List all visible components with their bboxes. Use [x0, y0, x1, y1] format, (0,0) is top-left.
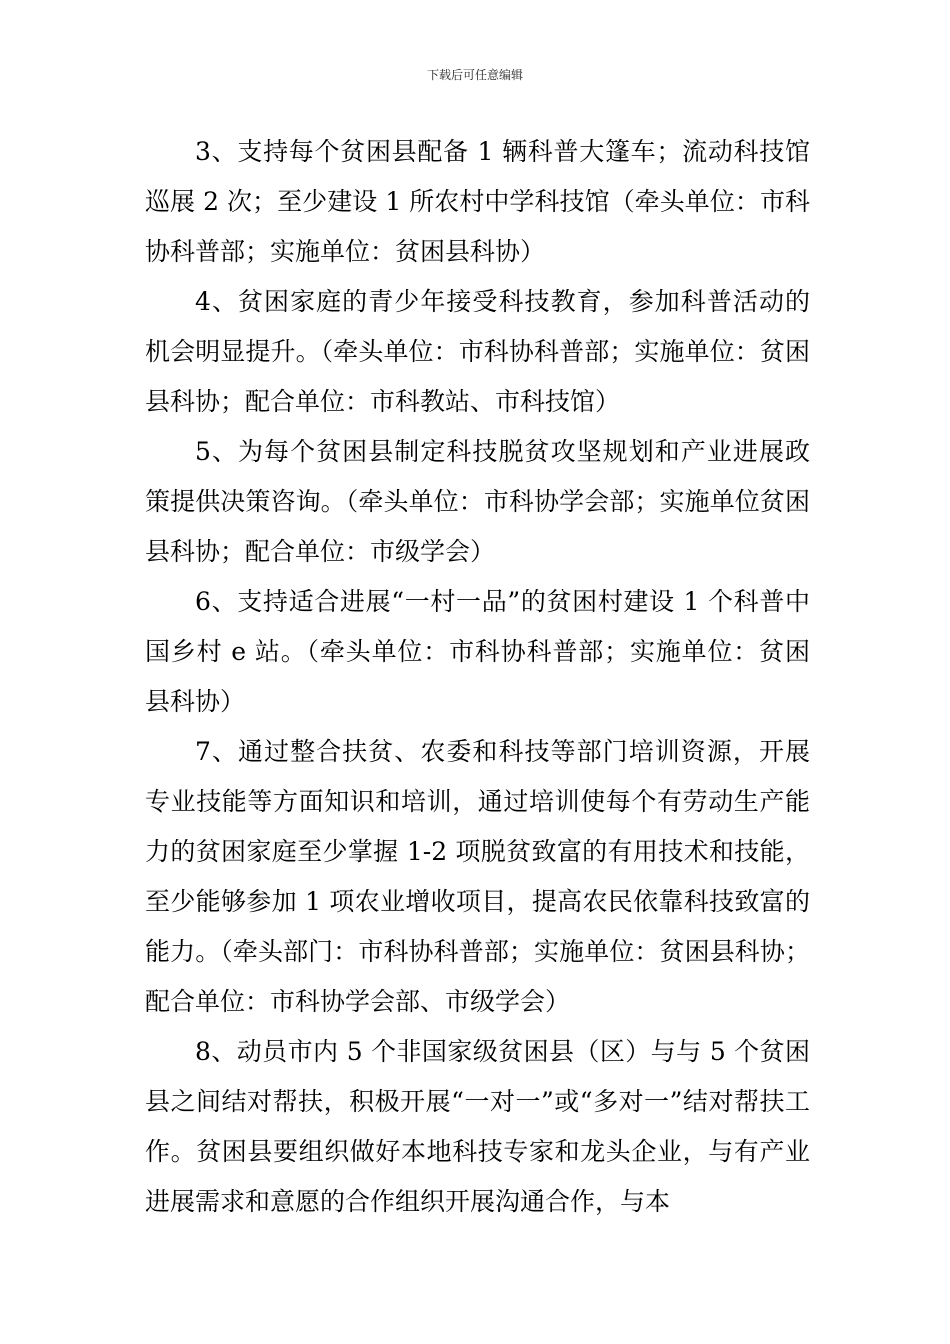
paragraph-item-8: 8、动员市内 5 个非国家级贫困县（区）与与 5 个贫困县之间结对帮扶，积极开展“一对一”或“多对一”结对帮扶工作。贫困县要组织做好本地科技专家和龙头企业，与有产业进展需求和意愿的合作组织开展沟通合作，与本	[145, 1037, 810, 1216]
paragraph-item-4: 4、贫困家庭的青少年接受科技教育，参加科普活动的机会明显提升。（牵头单位：市科协科普部；实施单位：贫困县科协；配合单位：市科教站、市科技馆）	[145, 287, 810, 416]
paragraph-item-5: 5、为每个贫困县制定科技脱贫攻坚规划和产业进展政策提供决策咨询。（牵头单位：市科协学会部；实施单位贫困县科协；配合单位：市级学会）	[145, 437, 810, 566]
header-note: 下载后可任意编辑	[426, 68, 523, 82]
paragraph-item-7: 7、通过整合扶贫、农委和科技等部门培训资源，开展专业技能等方面知识和培训，通过培训使每个有劳动生产能力的贫困家庭至少掌握 1-2 项脱贫致富的有用技术和技能，至少能够参加 1 项农业增收项目，提高农民依靠科技致富的能力。（牵头部门：市科协科普部；实施单位：贫困县科协；配合单位：市科协学会部、市级学会）	[145, 737, 810, 1016]
document-body	[145, 127, 810, 1227]
paragraph-item-3: 3、支持每个贫困县配备 1 辆科普大篷车；流动科技馆巡展 2 次；至少建设 1 所农村中学科技馆（牵头单位：市科协科普部；实施单位：贫困县科协）	[145, 137, 810, 266]
paragraph-item-6: 6、支持适合进展“一村一品”的贫困村建设 1 个科普中国乡村 e 站。（牵头单位：市科协科普部；实施单位：贫困县科协）	[145, 587, 810, 716]
